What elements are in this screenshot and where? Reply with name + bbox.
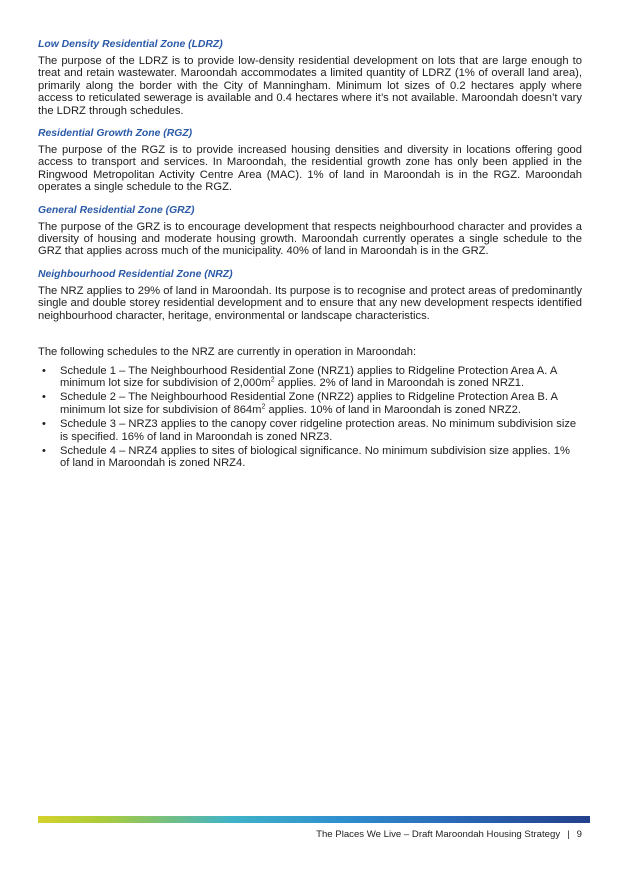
- list-item: [38, 391, 582, 416]
- schedules-intro: The following schedules to the NRZ are currently in operation in Maroondah:: [38, 346, 417, 359]
- schedule-text-tail: applies. 2% of land in Maroondah is zoned NRZ1.: [274, 376, 525, 389]
- superscript: 2: [270, 376, 275, 384]
- footer-separator: |: [567, 829, 570, 840]
- list-item: [38, 365, 582, 390]
- bullet-icon: •: [42, 418, 46, 431]
- section-grz: [38, 204, 582, 258]
- superscript: 2: [261, 402, 266, 410]
- page-number: 9: [576, 829, 582, 840]
- bullet-icon: •: [42, 364, 46, 377]
- schedules-list: [38, 365, 582, 470]
- spacer: [38, 332, 582, 346]
- page-footer: [316, 829, 582, 840]
- section-heading: General Residential Zone (GRZ): [38, 204, 195, 216]
- bullet-icon: •: [42, 391, 46, 404]
- footer-title: The Places We Live – Draft Maroondah Housing Strategy: [316, 829, 561, 840]
- section-body: The NRZ applies to 29% of land in Maroondah. Its purpose is to recognise and protect areas of predominantly single and double storey residential development and to ensure that any new development respects identified neighbourhood character, heritage, environmental or landscape characteristics.: [38, 284, 582, 322]
- section-heading: Low Density Residential Zone (LDRZ): [38, 39, 223, 50]
- schedule-text: Schedule 1 – The Neighbourhood Residential Zone (NRZ1) applies to Ridgeline Protection Area A. A minimum lot size for subdivision of 2,000m: [60, 364, 557, 389]
- section-body: The purpose of the RGZ is to provide increased housing densities and diversity in locations offering good access to transport and services. In Maroondah, the residential growth zone has only been applied in the Ringwood Metropolitan Activity Centre Area (MAC). 1% of land in Maroondah is in the RGZ. Maroondah operates a single schedule to the RGZ.: [38, 144, 582, 194]
- schedule-text: Schedule 2 – The Neighbourhood Residential Zone (NRZ2) applies to Ridgeline Protection Area B. A minimum lot size for subdivision of 864m: [60, 391, 558, 416]
- page-content: [38, 38, 582, 472]
- bullet-icon: •: [42, 444, 46, 457]
- section-nrz: [38, 268, 582, 322]
- section-heading: Residential Growth Zone (RGZ): [38, 128, 193, 140]
- section-body: The purpose of the GRZ is to encourage development that respects neighbourhood character and provides a diversity of housing and moderate housing growth. Maroondah currently operates a single schedule to the GRZ that applies across much of the municipality. 40% of land in Maroondah is in the GRZ.: [38, 220, 582, 258]
- list-item: [38, 418, 582, 443]
- section-rgz: [38, 127, 582, 194]
- section-ldrz: [38, 38, 582, 117]
- footer-color-band: [38, 816, 590, 823]
- list-item: [38, 445, 582, 470]
- section-body: The purpose of the LDRZ is to provide low-density residential development on lots that are large enough to treat and retain wastewater. Maroondah accommodates a limited quantity of LDRZ (1% of overall land area), primarily along the border with the City of Manningham. Minimum lot sizes of 0.2 hectares apply where access to reticulated sewerage is available and 0.4 hectares where it’s not available. Maroondah doesn’t vary the LDRZ through schedules.: [38, 55, 582, 117]
- schedule-text: Schedule 4 – NRZ4 applies to sites of biological significance. No minimum subdivision size applies. 1% of land in Maroondah is zoned NRZ4.: [60, 444, 570, 470]
- schedule-text: Schedule 3 – NRZ3 applies to the canopy cover ridgeline protection areas. No minimum subdivision size is specified. 16% of land in Maroondah is zoned NRZ3.: [60, 418, 577, 443]
- schedule-text-tail: applies. 10% of land in Maroondah is zoned NRZ2.: [265, 403, 521, 416]
- section-heading: Neighbourhood Residential Zone (NRZ): [38, 268, 233, 280]
